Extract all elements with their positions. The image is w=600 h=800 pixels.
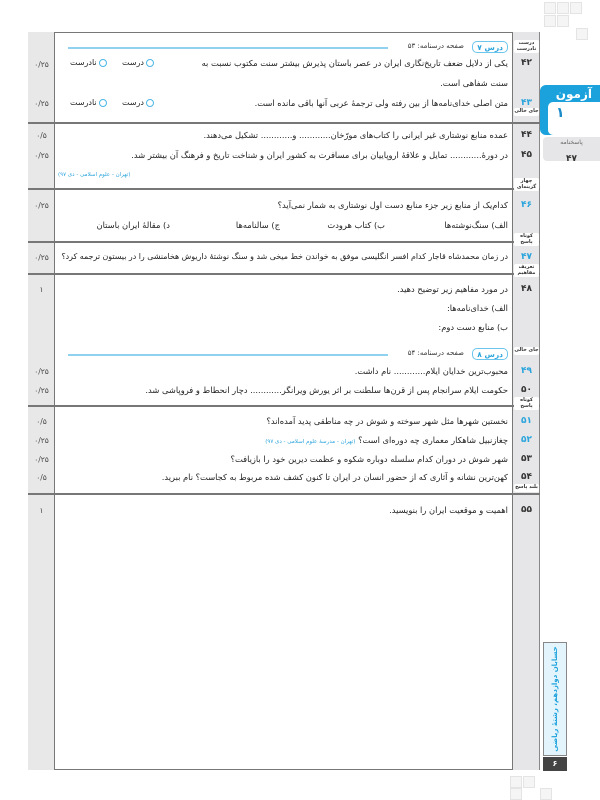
category-label: درست نادرست [514,40,539,53]
question-text: عمده منابع نوشتاری غیر ایرانی را کتاب‌های مورّخان............ و............ تشکیل می‌دهند. [203,130,508,140]
radio-icon[interactable] [146,99,154,107]
option-label: نادرست [70,58,97,67]
exam-tab-label: آزمون [555,87,592,101]
category-label: کوتاه پاسخ [514,397,539,410]
category-label: جای خالی [514,108,539,114]
question-score: ۰/۲۵ [34,60,49,69]
divider [28,122,540,124]
question-text-main: چغازنبیل شاهکار معماری چه دوره‌ای است؟ [358,435,508,445]
answer-sheet-tab[interactable] [543,137,600,164]
decorative-square [544,2,556,14]
question-number: ۵۱ [521,416,532,426]
decorative-square [570,2,582,14]
divider [28,241,540,243]
category-label: بلند پاسخ [515,484,538,490]
exam-frame [28,32,513,770]
divider [28,405,540,407]
question-text: شهر شوش در دوران کدام سلسله دوباره شکوه و عظمت دیرین خود را بازیافت؟ [230,454,508,464]
answer-sheet-page: ۴۷ [566,154,577,164]
book-title: حسابان دوازدهم، رشتهٔ ریاضی [551,646,559,752]
lesson-rule [68,47,388,49]
lesson-page: صفحه درسنامه: ۵۳ [407,42,464,50]
question-number: ۴۳ [521,98,532,108]
question-score: ۱ [39,285,44,294]
question-text: حکومت ایلام سرانجام پس از قرن‌ها سلطنت بر اثر یورش ویرانگر............ دچار انحطاط و فروپاشی شد. [145,385,508,395]
question-score: ۰/۲۵ [34,367,49,376]
option-true[interactable] [122,58,154,67]
lesson-tag: درس ۷ [472,41,508,53]
question-score: ۰/۲۵ [34,99,49,108]
question-number: ۴۶ [521,200,532,210]
question-text: در زمان محمدشاه قاجار کدام افسر انگلیسی موفق به خواندن خط میخی شد و سنگ نوشتهٔ داریوش هخامنشی را در بیستون ترجمه کرد؟ [61,252,508,261]
question-number: ۴۵ [521,150,532,160]
question-text: سنت شفاهی است. [440,78,508,88]
book-title-label [543,642,567,756]
question-score: ۰/۲۵ [34,201,49,210]
lesson-tag: درس ۸ [472,348,508,360]
lesson-rule [68,354,388,356]
divider [28,188,540,190]
question-text: نخستین شهرها مثل شهر سوخته و شوش در چه مناطقی پدید آمده‌اند؟ [266,416,508,426]
choice-a[interactable]: الف) سنگ‌نوشته‌ها [444,220,508,230]
question-number: ۴۸ [521,284,532,294]
question-score: ۰/۵ [36,417,47,426]
question-score: ۰/۲۵ [34,253,49,262]
category-label: چهار گزینه‌ای [514,178,539,191]
question-score: ۰/۲۵ [34,386,49,395]
question-text: در دورهٔ............ تمایل و علاقهٔ اروپاییان برای مسافرت به کشور ایران و شناخت تاریخ و فرهنگ آن بیشتر شد. [131,150,508,160]
question-text: کدام‌یک از منابع زیر جزء منابع دست اول نوشتاری به شمار نمی‌آید؟ [277,200,508,210]
option-false[interactable] [70,98,107,107]
question-text [265,435,508,445]
question-text: اهمیت و موقعیت ایران را بنویسید. [389,505,508,515]
radio-icon[interactable] [146,59,154,67]
radio-icon[interactable] [99,99,107,107]
divider [28,493,540,495]
question-source: (تهران - مدرسهٔ علوم اسلامی - دی ۹۷) [265,439,356,445]
decorative-square [557,2,569,14]
page-number: ۶ [543,757,567,771]
radio-icon[interactable] [99,59,107,67]
decorative-square [576,28,588,40]
divider [28,273,540,275]
lesson-header [68,41,508,53]
exam-tab[interactable] [540,85,600,135]
option-label: درست [122,58,144,67]
choice-b[interactable]: ب) کتاب هرودت [327,220,385,230]
question-number: ۵۰ [521,385,532,395]
question-number: ۵۵ [521,505,532,515]
question-text: در مورد مفاهیم زیر توضیح دهید. [397,284,508,294]
decorative-square [510,776,522,788]
decorative-square [540,788,552,800]
sub-item: الف) خدای‌نامه‌ها: [446,303,508,313]
question-score: ۰/۲۵ [34,436,49,445]
option-true[interactable] [122,98,154,107]
question-number: ۴۷ [521,252,532,262]
option-label: نادرست [70,98,97,107]
category-label: تعریف مفاهیم [514,264,539,277]
lesson-header [68,348,508,360]
answer-sheet-label: پاسخنامه [560,139,583,146]
choice-d[interactable]: د) مقالهٔ ایران باستان [96,220,170,230]
option-false[interactable] [70,58,107,67]
question-score: ۰/۲۵ [34,151,49,160]
decorative-square [523,776,535,788]
question-source: (تهران - علوم اسلامی - دی ۹۷) [58,172,131,178]
exam-number: ۱ [556,105,565,121]
score-column [28,32,55,770]
sub-item: ب) منابع دست دوم: [438,322,508,332]
question-number: ۴۹ [521,366,532,376]
question-text: کهن‌ترین نشانه و آثاری که از حضور انسان در ایران تا کنون کشف شده مربوط به کجاست؟ نام ببرید. [161,472,508,482]
decorative-square [544,15,556,27]
question-number: ۵۲ [521,435,532,445]
lesson-page: صفحه درسنامه: ۵۴ [407,349,464,357]
question-number: ۵۳ [521,454,532,464]
option-label: درست [122,98,144,107]
question-text: متن اصلی خدای‌نامه‌ها از بین رفته ولی ترجمهٔ عربی آنها باقی مانده است. [254,98,508,108]
question-number: ۴۲ [521,58,532,68]
question-score: ۰/۲۵ [34,455,49,464]
category-label: کوتاه پاسخ [514,233,539,246]
question-number: ۵۴ [521,472,532,482]
decorative-square [510,788,522,800]
question-text: محبوب‌ترین خدایان ایلام............ نام داشت. [354,366,508,376]
question-number: ۴۴ [521,130,532,140]
question-score: ۰/۵ [36,131,47,140]
question-text: یکی از دلایل ضعف تاریخ‌نگاری ایران در عصر باستان پذیرش بیشتر سنت مکتوب نسبت به [201,58,508,68]
choice-c[interactable]: ج) سالنامه‌ها [235,220,280,230]
question-score: ۰/۵ [36,473,47,482]
category-label: جای خالی [514,347,539,353]
question-score: ۱ [39,506,44,515]
decorative-square [557,15,569,27]
